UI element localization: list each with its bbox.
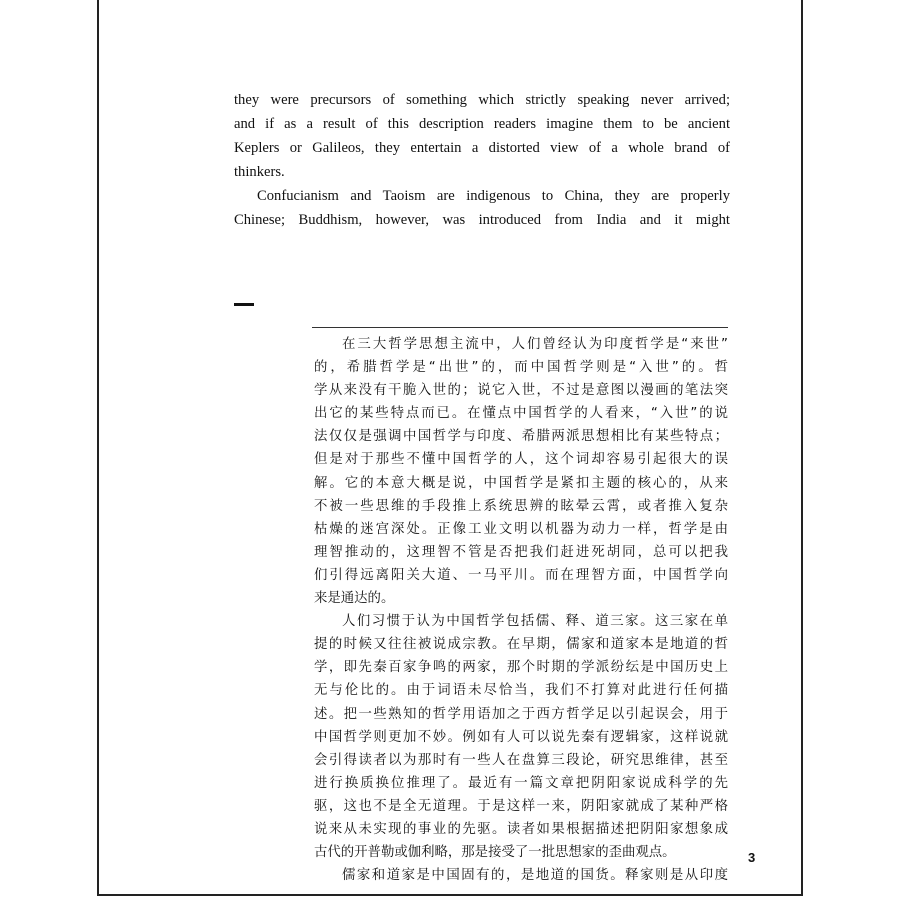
page-number: 3	[748, 850, 756, 865]
chinese-line: 出它的某些特点而已。在懂点中国哲学的人看来，“入世”的说	[314, 406, 728, 422]
chinese-line: 在三大哲学思想主流中，人们曾经认为印度哲学是“来世”	[342, 337, 728, 352]
chinese-line: 的，希腊哲学是“出世”的，而中国哲学则是“入世”的。哲	[314, 360, 728, 376]
chinese-line: 枯燥的迷宫深处。正像工业文明以机器为动力一样，哲学是由	[314, 521, 728, 537]
english-line: they were precursors of something which strictly speaking never arrived;	[234, 92, 730, 108]
chinese-line: 会引得读者以为那时有一些人在盘算三段论，研究思维律，甚至	[314, 752, 728, 768]
chinese-line: 中国哲学则更加不妙。例如有人可以说先秦有逻辑家，这样说就	[314, 729, 728, 745]
english-line: Keplers or Galileos, they entertain a distorted view of a whole brand of	[234, 140, 730, 156]
chinese-line: 不被一些思维的手段推上系统思辨的眩晕云霄，或者推入复杂	[314, 498, 728, 514]
english-line: Confucianism and Taoism are indigenous to China, they are properly	[257, 188, 730, 204]
chinese-line: 学从来没有干脆入世的；说它入世，不过是意图以漫画的笔法突	[314, 383, 728, 399]
chinese-passage	[314, 333, 728, 887]
english-line: and if as a result of this description readers imagine them to be ancient	[234, 116, 730, 132]
chinese-line: 解。它的本意大概是说，中国哲学是紧扣主题的核心的，从来	[314, 475, 728, 491]
english-line: Chinese; Buddhism, however, was introduced from India and it might	[234, 212, 730, 228]
section-mark	[234, 303, 254, 306]
chinese-line: 法仅仅是强调中国哲学与印度、希腊两派思想相比有某些特点；	[314, 429, 728, 445]
chinese-line: 说来从未实现的事业的先驱。读者如果根据描述把阴阳家想象成	[314, 821, 728, 837]
chinese-line: 古代的开普勒或伽利略，那是接受了一批思想家的歪曲观点。	[314, 845, 676, 861]
chinese-line: 无与伦比的。由于词语未尽恰当，我们不打算对此进行任何描	[314, 683, 728, 699]
chinese-line: 进行换质换位推理了。最近有一篇文章把阴阳家说成科学的先	[314, 775, 728, 791]
chinese-line: 述。把一些熟知的哲学用语加之于西方哲学足以引起误会，用于	[314, 706, 728, 722]
section-rule	[312, 327, 728, 328]
chinese-line: 但是对于那些不懂中国哲学的人，这个词却容易引起很大的误	[314, 452, 728, 468]
english-line: thinkers.	[234, 164, 285, 180]
chinese-line: 儒家和道家是中国固有的，是地道的国货。释家则是从印度	[342, 868, 728, 884]
chinese-line: 学，即先秦百家争鸣的两家，那个时期的学派纷纭是中国历史上	[314, 660, 728, 676]
chinese-line: 人们习惯于认为中国哲学包括儒、释、道三家。这三家在单	[342, 614, 728, 630]
english-passage	[234, 88, 730, 232]
chinese-line: 来是通达的。	[314, 591, 395, 607]
chinese-line: 驱，这也不是全无道理。于是这样一来，阴阳家就成了某种严格	[314, 798, 728, 814]
chinese-line: 们引得远离阳关大道、一马平川。而在理智方面，中国哲学向	[314, 567, 728, 583]
chinese-line: 提的时候又往往被说成宗教。在早期，儒家和道家本是地道的哲	[314, 637, 728, 653]
chinese-line: 理智推动的，这理智不管是否把我们赶进死胡同，总可以把我	[314, 544, 728, 560]
